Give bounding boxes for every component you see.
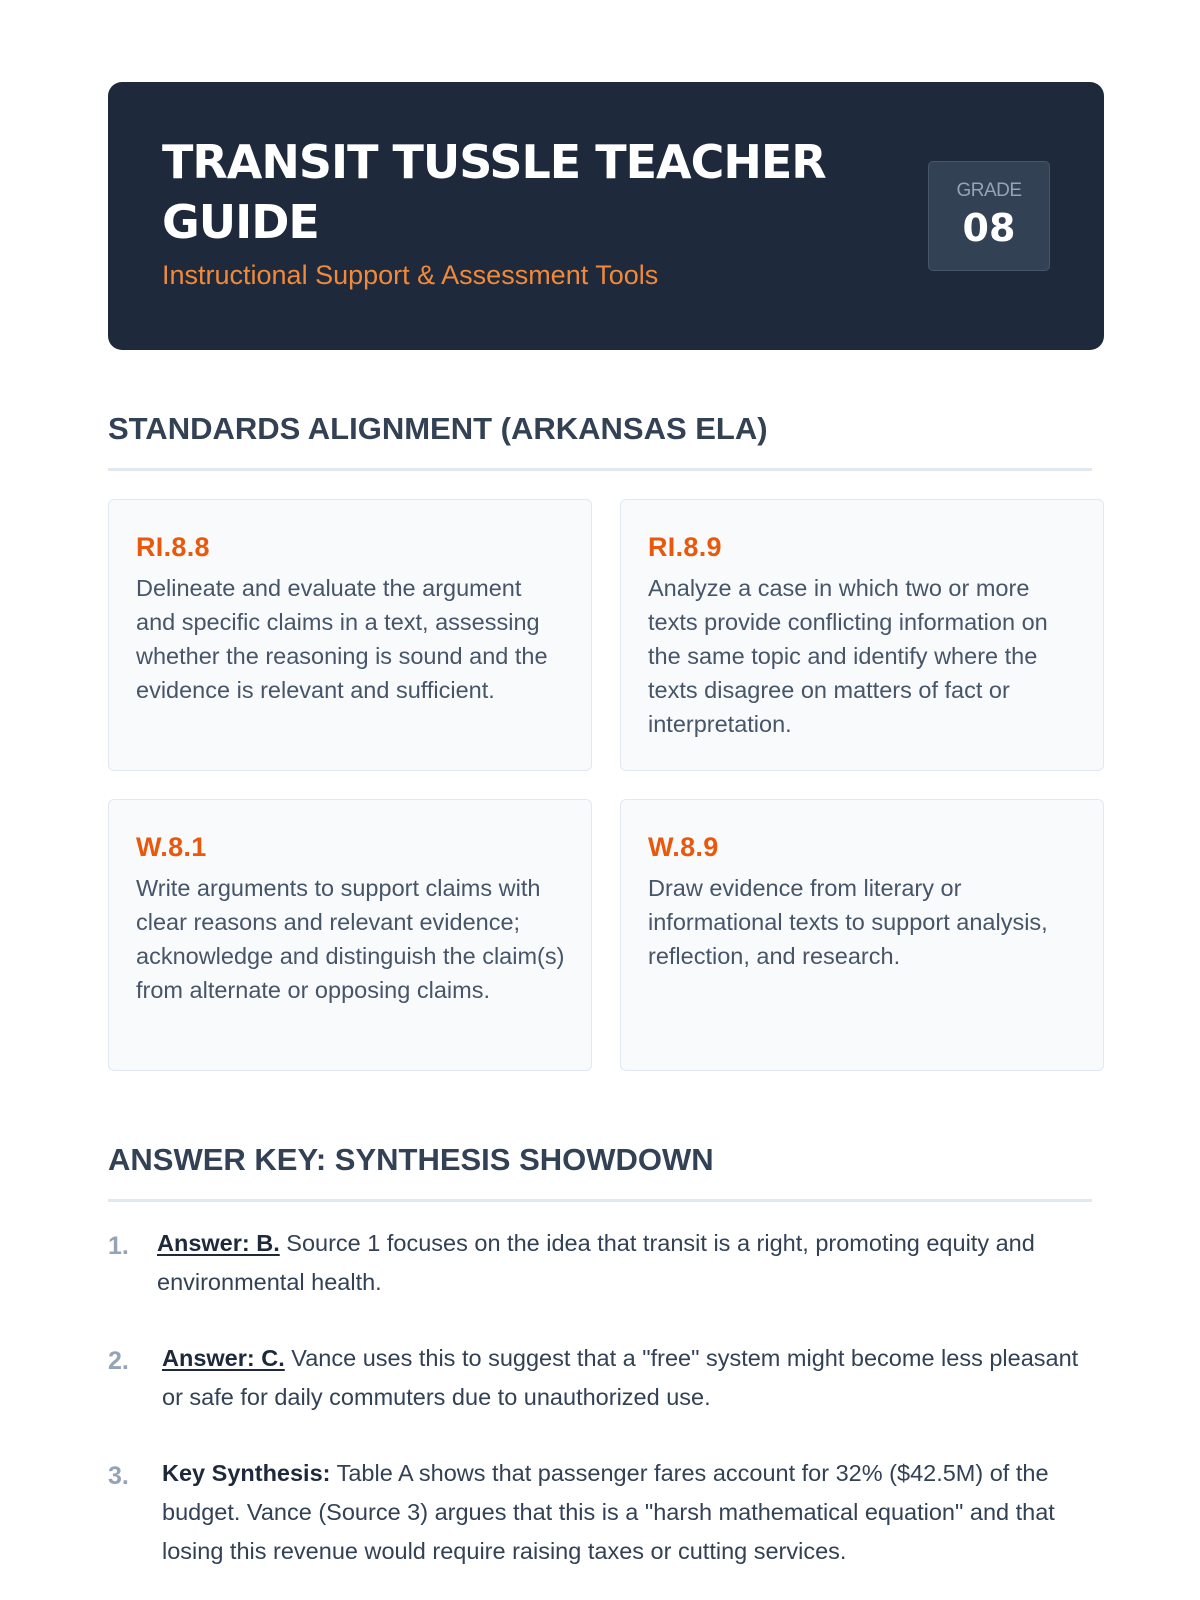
page-title: TRANSIT TUSSLE TEACHER GUIDE bbox=[162, 135, 826, 249]
standard-card-w-8-9 bbox=[620, 799, 1104, 1071]
standard-description: Analyze a case in which two or more texts provide conflicting information on the same topic and identify where the texts disagree on matters of fact or interpretation. bbox=[648, 575, 1048, 737]
page-subtitle: Instructional Support & Assessment Tools bbox=[162, 260, 659, 290]
grade-badge bbox=[928, 161, 1050, 271]
answer-body bbox=[157, 1224, 1092, 1302]
standard-card-ri-8-9 bbox=[620, 499, 1104, 771]
standard-card-w-8-1 bbox=[108, 799, 592, 1071]
answer-key-heading: ANSWER KEY: SYNTHESIS SHOWDOWN bbox=[108, 1141, 1092, 1202]
answer-item-3 bbox=[108, 1454, 1092, 1571]
answer-body bbox=[162, 1339, 1092, 1417]
header-banner bbox=[108, 82, 1104, 350]
answer-item-1 bbox=[108, 1224, 1092, 1302]
answer-number: 3. bbox=[108, 1462, 129, 1490]
grade-label: GRADE bbox=[956, 180, 1022, 201]
standard-description: Draw evidence from literary or informational texts to support analysis, reflection, and research. bbox=[648, 875, 1048, 969]
standards-heading: STANDARDS ALIGNMENT (ARKANSAS ELA) bbox=[108, 410, 1092, 471]
answer-text: Source 1 focuses on the idea that transit is a right, promoting equity and environmental health. bbox=[157, 1230, 1035, 1295]
standards-grid bbox=[108, 499, 1092, 1071]
standard-description: Write arguments to support claims with clear reasons and relevant evidence; acknowledge and distinguish the claim(s) from alternate or opposing claims. bbox=[136, 875, 565, 1003]
grade-value: 08 bbox=[962, 206, 1016, 250]
answer-number: 1. bbox=[108, 1232, 129, 1260]
answer-number: 2. bbox=[108, 1347, 129, 1375]
answer-text: Vance uses this to suggest that a "free" system might become less pleasant or safe for daily commuters due to unauthorized use. bbox=[162, 1345, 1079, 1410]
standard-code: W.8.9 bbox=[648, 832, 719, 862]
answer-body bbox=[162, 1454, 1092, 1571]
standard-code: RI.8.9 bbox=[648, 532, 722, 562]
answer-item-2 bbox=[108, 1339, 1092, 1417]
answer-text: Table A shows that passenger fares account for 32% ($42.5M) of the budget. Vance (Source 3) argues that this is a "harsh mathematical equation" and that losing this revenue would require raising taxes or cutting services. bbox=[162, 1460, 1055, 1564]
standard-code: RI.8.8 bbox=[136, 532, 210, 562]
standard-card-ri-8-8 bbox=[108, 499, 592, 771]
answer-lead: Key Synthesis: bbox=[162, 1460, 331, 1486]
answer-lead: Answer: C. bbox=[162, 1345, 285, 1371]
standard-description: Delineate and evaluate the argument and specific claims in a text, assessing whether the reasoning is sound and the evidence is relevant and sufficient. bbox=[136, 575, 548, 703]
answer-lead: Answer: B. bbox=[157, 1230, 280, 1256]
standard-code: W.8.1 bbox=[136, 832, 207, 862]
answer-list bbox=[108, 1224, 1092, 1571]
